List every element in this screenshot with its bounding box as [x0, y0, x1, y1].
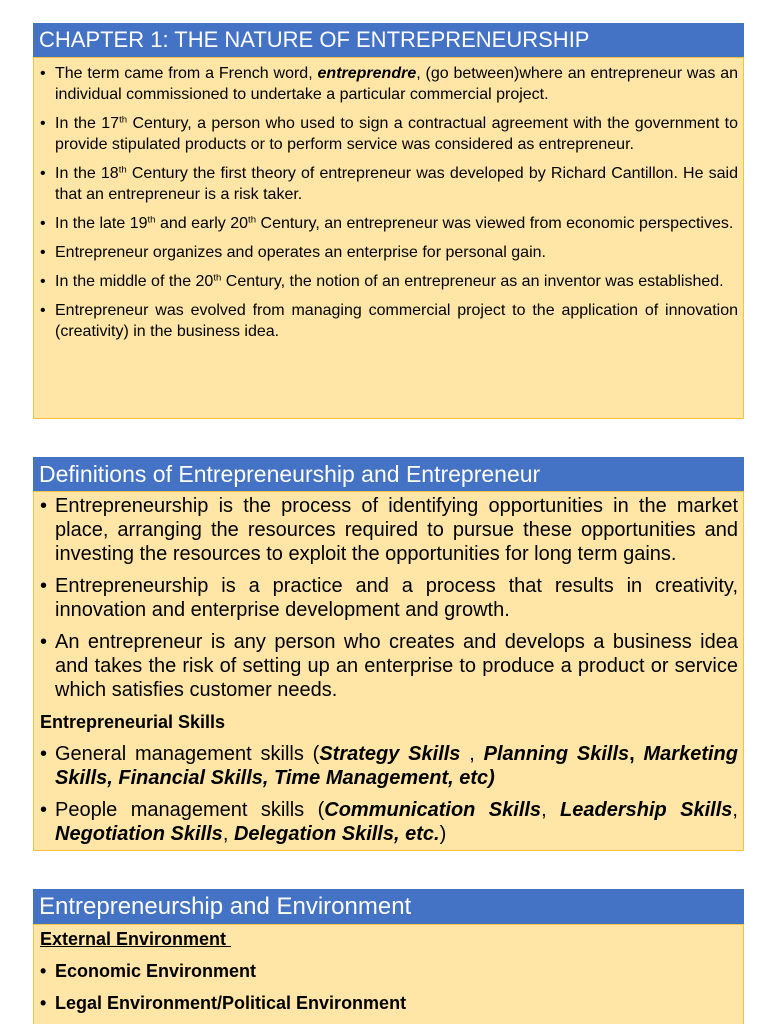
- external-environment-heading: External Environment: [40, 929, 232, 949]
- definitions-title-bar: [33, 457, 744, 491]
- bullet-entrepreneurship-practice: • Entrepreneurship is a practice and a process that results in creativity, innovation and enterprise development and growth.: [40, 574, 738, 622]
- environment-title: Entrepreneurship and Environment: [39, 892, 412, 920]
- definitions-content-box: [33, 491, 744, 851]
- bullet-people-management-skills: • People management skills (Communication Skills, Leadership Skills, Negotiation Skills, Delegation Skills, etc.): [40, 798, 738, 846]
- environment-bullet-list: [40, 959, 738, 1015]
- bullet-economic-environment: • Economic Environment: [40, 959, 738, 983]
- bullet-origin: • The term came from a French word, entreprendre, (go between)where an entrepreneur was an individual commissioned to undertake a particular commercial project.: [40, 63, 738, 105]
- chapter-content-box: [33, 57, 744, 419]
- bullet-17th-century: • In the 17th Century, a person who used to sign a contractual agreement with the government to provide stipulated products or to perform service was considered as entrepreneur.: [40, 113, 738, 155]
- skills-heading: Entrepreneurial Skills: [40, 712, 226, 732]
- skills-bullet-list: [40, 742, 738, 846]
- environment-title-bar: [33, 889, 744, 924]
- bullet-entrepreneur-definition: • An entrepreneur is any person who creates and develops a business idea and takes the risk of setting up an enterprise to produce a product or service which satisfies customer needs.: [40, 630, 738, 702]
- bullet-evolution: • Entrepreneur was evolved from managing commercial project to the application of innovation (creativity) in the business idea.: [40, 300, 738, 342]
- bullet-general-management-skills: • General management skills (Strategy Skills , Planning Skills, Marketing Skills, Financial Skills, Time Management, etc): [40, 742, 738, 790]
- definitions-bullet-list: [40, 494, 738, 702]
- environment-content-box: [33, 924, 744, 1024]
- bullet-entrepreneurship-process: • Entrepreneurship is the process of identifying opportunities in the market place, arranging the resources required to pursue these opportunities and investing the resources to exploit the opportunities for long term gains.: [40, 494, 738, 566]
- bullet-personal-gain: • Entrepreneur organizes and operates an enterprise for personal gain.: [40, 242, 738, 263]
- bullet-legal-political-environment: • Legal Environment/Political Environment: [40, 991, 738, 1015]
- definitions-title: Definitions of Entrepreneurship and Entrepreneur: [39, 460, 541, 487]
- chapter-title: CHAPTER 1: THE NATURE OF ENTREPRENEURSHIP: [39, 27, 590, 52]
- chapter-title-bar: [33, 23, 744, 57]
- bullet-19th-20th-century: • In the late 19th and early 20th Century, an entrepreneur was viewed from economic perspectives.: [40, 213, 738, 234]
- bullet-18th-century: • In the 18th Century the first theory of entrepreneur was developed by Richard Cantillon. He said that an entrepreneur is a risk taker.: [40, 163, 738, 205]
- bullet-mid-20th-century: • In the middle of the 20th Century, the notion of an entrepreneur as an inventor was established.: [40, 271, 738, 292]
- history-bullet-list: [40, 63, 738, 342]
